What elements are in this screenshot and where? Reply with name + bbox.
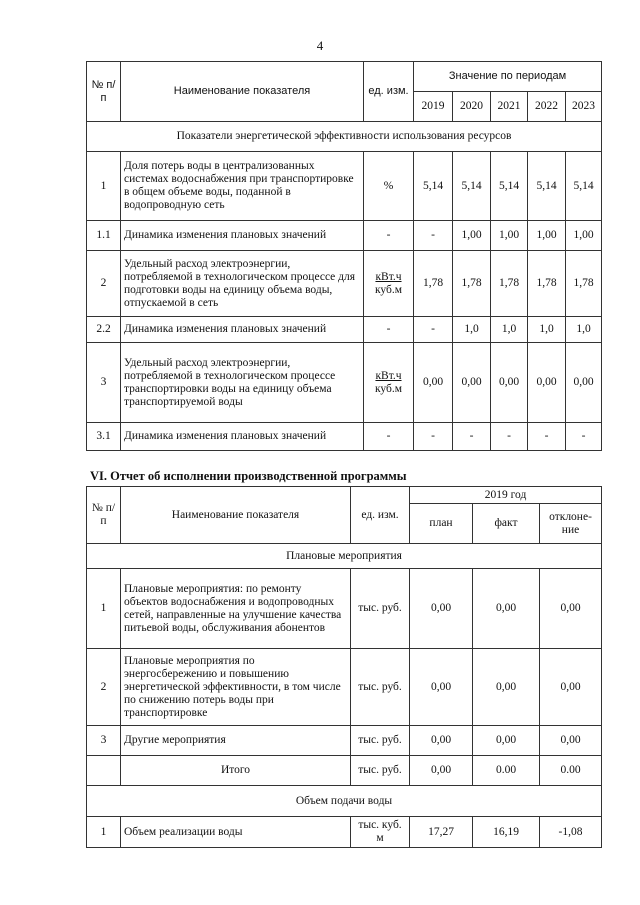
unit-denominator: куб.м: [374, 382, 403, 395]
row-name: Удельный расход электроэнергии, потребляемой в технологическом процессе для подготовки воды на единицу объема воды, отпускаемой в сеть: [121, 251, 364, 317]
row-name: Динамика изменения плановых значений: [121, 317, 364, 343]
row-name: Итого: [121, 756, 351, 786]
row-num: 2: [87, 649, 121, 726]
row-value: 1,0: [453, 317, 491, 343]
row-name: Удельный расход электроэнергии, потребляемой в технологическом процессе транспортировки воды на единицу объема транспортируемой воды: [121, 343, 364, 423]
table-row: [87, 726, 602, 756]
row-unit: тыс. руб.: [351, 756, 410, 786]
row-name: Плановые мероприятия по энергосбережению и повышению энергетической эффективности, в том числе по снижению потерь воды при транспортировке: [121, 649, 351, 726]
header-fact: факт: [473, 504, 540, 544]
row-num: 3.1: [87, 423, 121, 451]
row-value: 0,00: [453, 343, 491, 423]
header-num: № п/п: [87, 487, 121, 544]
row-fact: 0,00: [473, 726, 540, 756]
row-deviation: 0,00: [540, 726, 602, 756]
header-year: 2019: [414, 92, 453, 122]
header-year: 2021: [491, 92, 528, 122]
row-unit: тыс. куб. м: [351, 817, 410, 848]
row-value: -: [414, 317, 453, 343]
row-unit: тыс. руб.: [351, 726, 410, 756]
row-value: 5,14: [453, 152, 491, 221]
table-row: [87, 756, 602, 786]
page-number: 4: [316, 38, 324, 53]
table-row: [87, 817, 602, 848]
row-value: -: [414, 423, 453, 451]
row-deviation: 0,00: [540, 569, 602, 649]
row-name: Плановые мероприятия: по ремонту объектов водоснабжения и водопроводных сетей, направленные на улучшение качества питьевой воды, обслуживания абонентов: [121, 569, 351, 649]
row-name: Объем реализации воды: [121, 817, 351, 848]
row-value: 0,00: [491, 343, 528, 423]
header-deviation: отклоне-ние: [540, 504, 602, 544]
unit-denominator: куб.м: [374, 283, 403, 296]
row-unit: -: [364, 423, 414, 451]
row-value: 5,14: [566, 152, 602, 221]
row-num: 3: [87, 343, 121, 423]
header-year: 2019 год: [410, 487, 602, 504]
row-value: 5,14: [528, 152, 566, 221]
row-value: 1,0: [491, 317, 528, 343]
row-plan: 0,00: [410, 726, 473, 756]
table-row: [87, 221, 602, 251]
row-unit: [364, 251, 414, 317]
row-value: 1,78: [414, 251, 453, 317]
row-value: -: [414, 221, 453, 251]
row-unit: -: [364, 317, 414, 343]
table-row: [87, 569, 602, 649]
row-num: 1: [87, 817, 121, 848]
row-deviation: 0,00: [540, 649, 602, 726]
section-title: Объем подачи воды: [87, 786, 602, 817]
header-year: 2020: [453, 92, 491, 122]
row-value: 1,00: [566, 221, 602, 251]
unit-numerator: кВт.ч: [375, 270, 402, 283]
header-name: Наименование показателя: [121, 487, 351, 544]
row-num: 2: [87, 251, 121, 317]
header-period: Значение по периодам: [414, 62, 602, 92]
row-value: 1,0: [566, 317, 602, 343]
row-name: Динамика изменения плановых значений: [121, 423, 364, 451]
row-num: 1: [87, 152, 121, 221]
header-num: № п/п: [87, 62, 121, 122]
row-value: 1,78: [528, 251, 566, 317]
row-plan: 0,00: [410, 649, 473, 726]
row-fact: 0,00: [473, 649, 540, 726]
row-plan: 0,00: [410, 756, 473, 786]
row-fact: 16,19: [473, 817, 540, 848]
unit-numerator: кВт.ч: [375, 369, 402, 382]
table-row: [87, 423, 602, 451]
row-value: 1,78: [491, 251, 528, 317]
row-value: -: [566, 423, 602, 451]
table-row: [87, 649, 602, 726]
row-num: 1: [87, 569, 121, 649]
row-value: 1,78: [453, 251, 491, 317]
row-num: 1.1: [87, 221, 121, 251]
header-unit: ед. изм.: [364, 62, 414, 122]
row-unit: [364, 343, 414, 423]
row-value: 0,00: [528, 343, 566, 423]
row-value: -: [453, 423, 491, 451]
row-value: 0,00: [566, 343, 602, 423]
header-unit: ед. изм.: [351, 487, 410, 544]
row-deviation: -1,08: [540, 817, 602, 848]
row-value: -: [491, 423, 528, 451]
row-name: Другие мероприятия: [121, 726, 351, 756]
row-deviation: 0.00: [540, 756, 602, 786]
section-heading: VI. Отчет об исполнении производственной программы: [90, 469, 407, 483]
row-name: Динамика изменения плановых значений: [121, 221, 364, 251]
row-value: 5,14: [414, 152, 453, 221]
row-value: 1,78: [566, 251, 602, 317]
row-unit: тыс. руб.: [351, 649, 410, 726]
row-value: 5,14: [491, 152, 528, 221]
energy-efficiency-table: [86, 61, 602, 451]
header-year: 2023: [566, 92, 602, 122]
row-fact: 0,00: [473, 569, 540, 649]
header-name: Наименование показателя: [121, 62, 364, 122]
table-row: [87, 343, 602, 423]
row-value: 0,00: [414, 343, 453, 423]
row-value: 1,00: [453, 221, 491, 251]
row-unit: -: [364, 221, 414, 251]
header-year: 2022: [528, 92, 566, 122]
row-fact: 0.00: [473, 756, 540, 786]
section-title: Показатели энергетической эффективности использования ресурсов: [87, 122, 602, 152]
row-unit: %: [364, 152, 414, 221]
row-value: 1,0: [528, 317, 566, 343]
table-row: [87, 251, 602, 317]
row-plan: 17,27: [410, 817, 473, 848]
production-program-table: [86, 486, 602, 848]
table-row: [87, 317, 602, 343]
row-num: [87, 756, 121, 786]
section-title: Плановые мероприятия: [87, 544, 602, 569]
header-plan: план: [410, 504, 473, 544]
row-value: -: [528, 423, 566, 451]
table-row: [87, 152, 602, 221]
row-num: 2.2: [87, 317, 121, 343]
row-value: 1,00: [491, 221, 528, 251]
row-name: Доля потерь воды в централизованных системах водоснабжения при транспортировке в общем объеме воды, поданной в водопроводную сеть: [121, 152, 364, 221]
row-num: 3: [87, 726, 121, 756]
row-plan: 0,00: [410, 569, 473, 649]
row-unit: тыс. руб.: [351, 569, 410, 649]
row-value: 1,00: [528, 221, 566, 251]
